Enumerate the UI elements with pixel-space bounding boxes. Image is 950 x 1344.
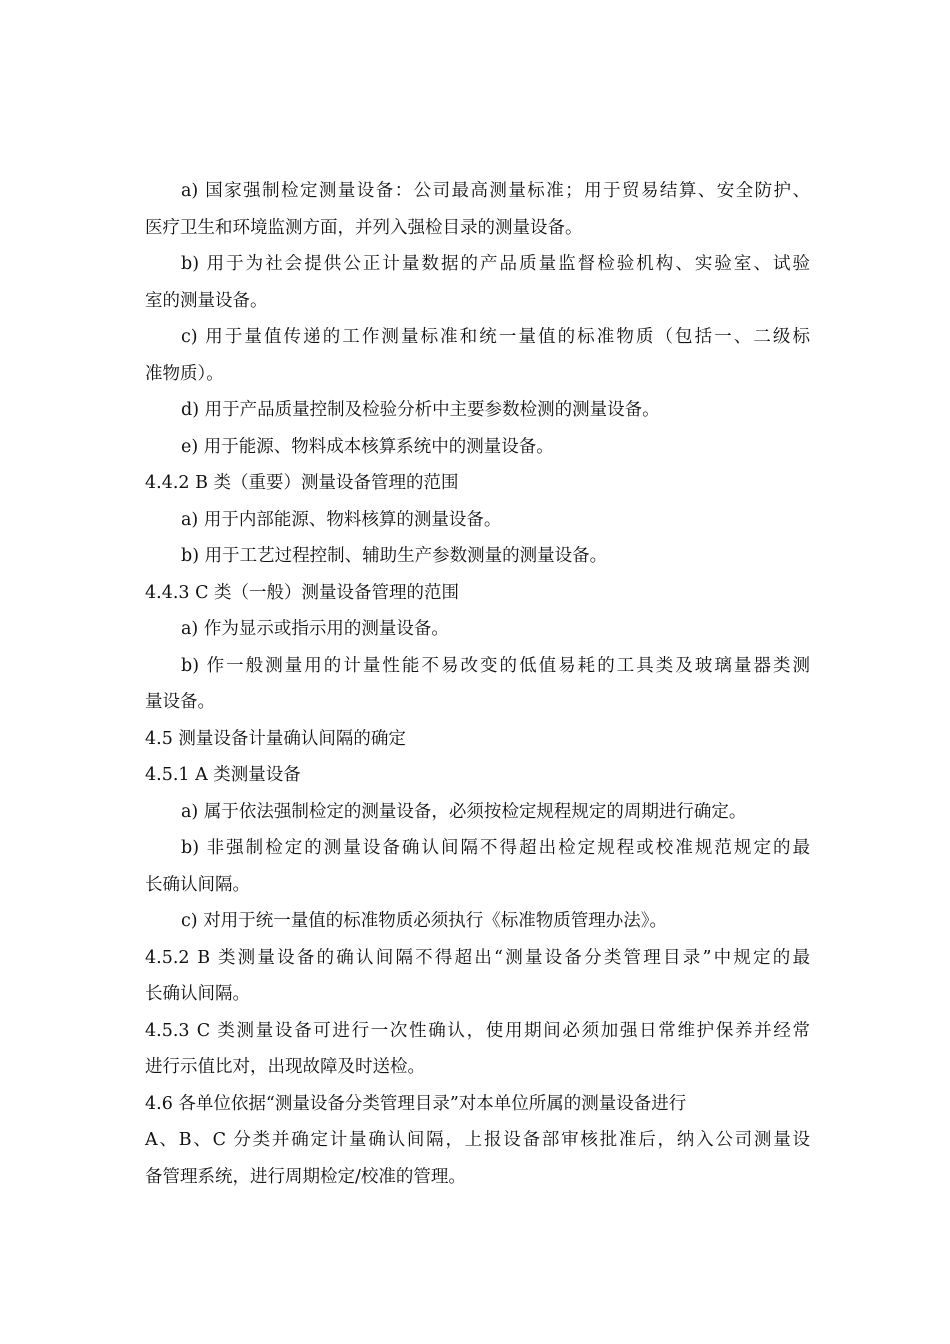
text-line: 长确认间隔。	[145, 874, 250, 895]
text-line: A、B、C 分类并确定计量确认间隔，上报设备部审核批准后，纳入公司测量设	[145, 1130, 810, 1150]
text-line: a) 用于内部能源、物料核算的测量设备。	[181, 509, 502, 530]
text-line: b) 用于为社会提供公正计量数据的产品质量监督检验机构、实验室、试验	[181, 254, 810, 274]
document-page	[145, 173, 810, 1195]
text-line: 长确认间隔。	[145, 984, 250, 1004]
text-line: 4.4.2 B 类（重要）测量设备管理的范围	[145, 473, 459, 493]
text-line: a) 作为显示或指示用的测量设备。	[181, 619, 449, 639]
text-line: b) 作一般测量用的计量性能不易改变的低值易耗的工具类及玻璃量器类测	[181, 655, 810, 676]
text-line: 4.5.3 C 类测量设备可进行一次性确认，使用期间必须加强日常维护保养并经常	[145, 1020, 810, 1041]
text-line: 4.5.1 A 类测量设备	[145, 765, 301, 785]
text-line: e) 用于能源、物料成本核算系统中的测量设备。	[181, 436, 554, 457]
text-line: 医疗卫生和环境监测方面，并列入强检目录的测量设备。	[145, 217, 583, 238]
text-line: d) 用于产品质量控制及检验分析中主要参数检测的测量设备。	[181, 400, 660, 420]
text-line: 准物质）。	[145, 363, 224, 384]
text-line: b) 用于工艺过程控制、辅助生产参数测量的测量设备。	[181, 546, 608, 566]
text-line: 4.6 各单位依据“测量设备分类管理目录”对本单位所属的测量设备进行	[145, 1093, 687, 1114]
text-line: a) 国家强制检定测量设备：公司最高测量标准；用于贸易结算、安全防护、	[181, 181, 810, 201]
text-line: 进行示值比对，出现故障及时送检。	[145, 1057, 425, 1077]
text-line: 4.5.2 B 类测量设备的确认间隔不得超出“测量设备分类管理目录”中规定的最	[145, 947, 810, 968]
text-line: a) 属于依法强制检定的测量设备，必须按检定规程规定的周期进行确定。	[181, 801, 747, 822]
text-line: 4.5 测量设备计量确认间隔的确定	[145, 728, 406, 749]
text-line: c) 用于量值传递的工作测量标准和统一量值的标准物质（包括一、二级标	[181, 327, 810, 347]
text-line: 室的测量设备。	[145, 290, 268, 311]
text-line: 备管理系统，进行周期检定/校准的管理。	[145, 1166, 466, 1187]
text-line: b) 非强制检定的测量设备确认间隔不得超出检定规程或校准规范规定的最	[181, 838, 810, 858]
text-line: c) 对用于统一量值的标准物质必须执行《标准物质管理办法》。	[181, 911, 667, 931]
text-line: 量设备。	[145, 692, 215, 712]
text-line: 4.4.3 C 类（一般）测量设备管理的范围	[145, 582, 460, 603]
